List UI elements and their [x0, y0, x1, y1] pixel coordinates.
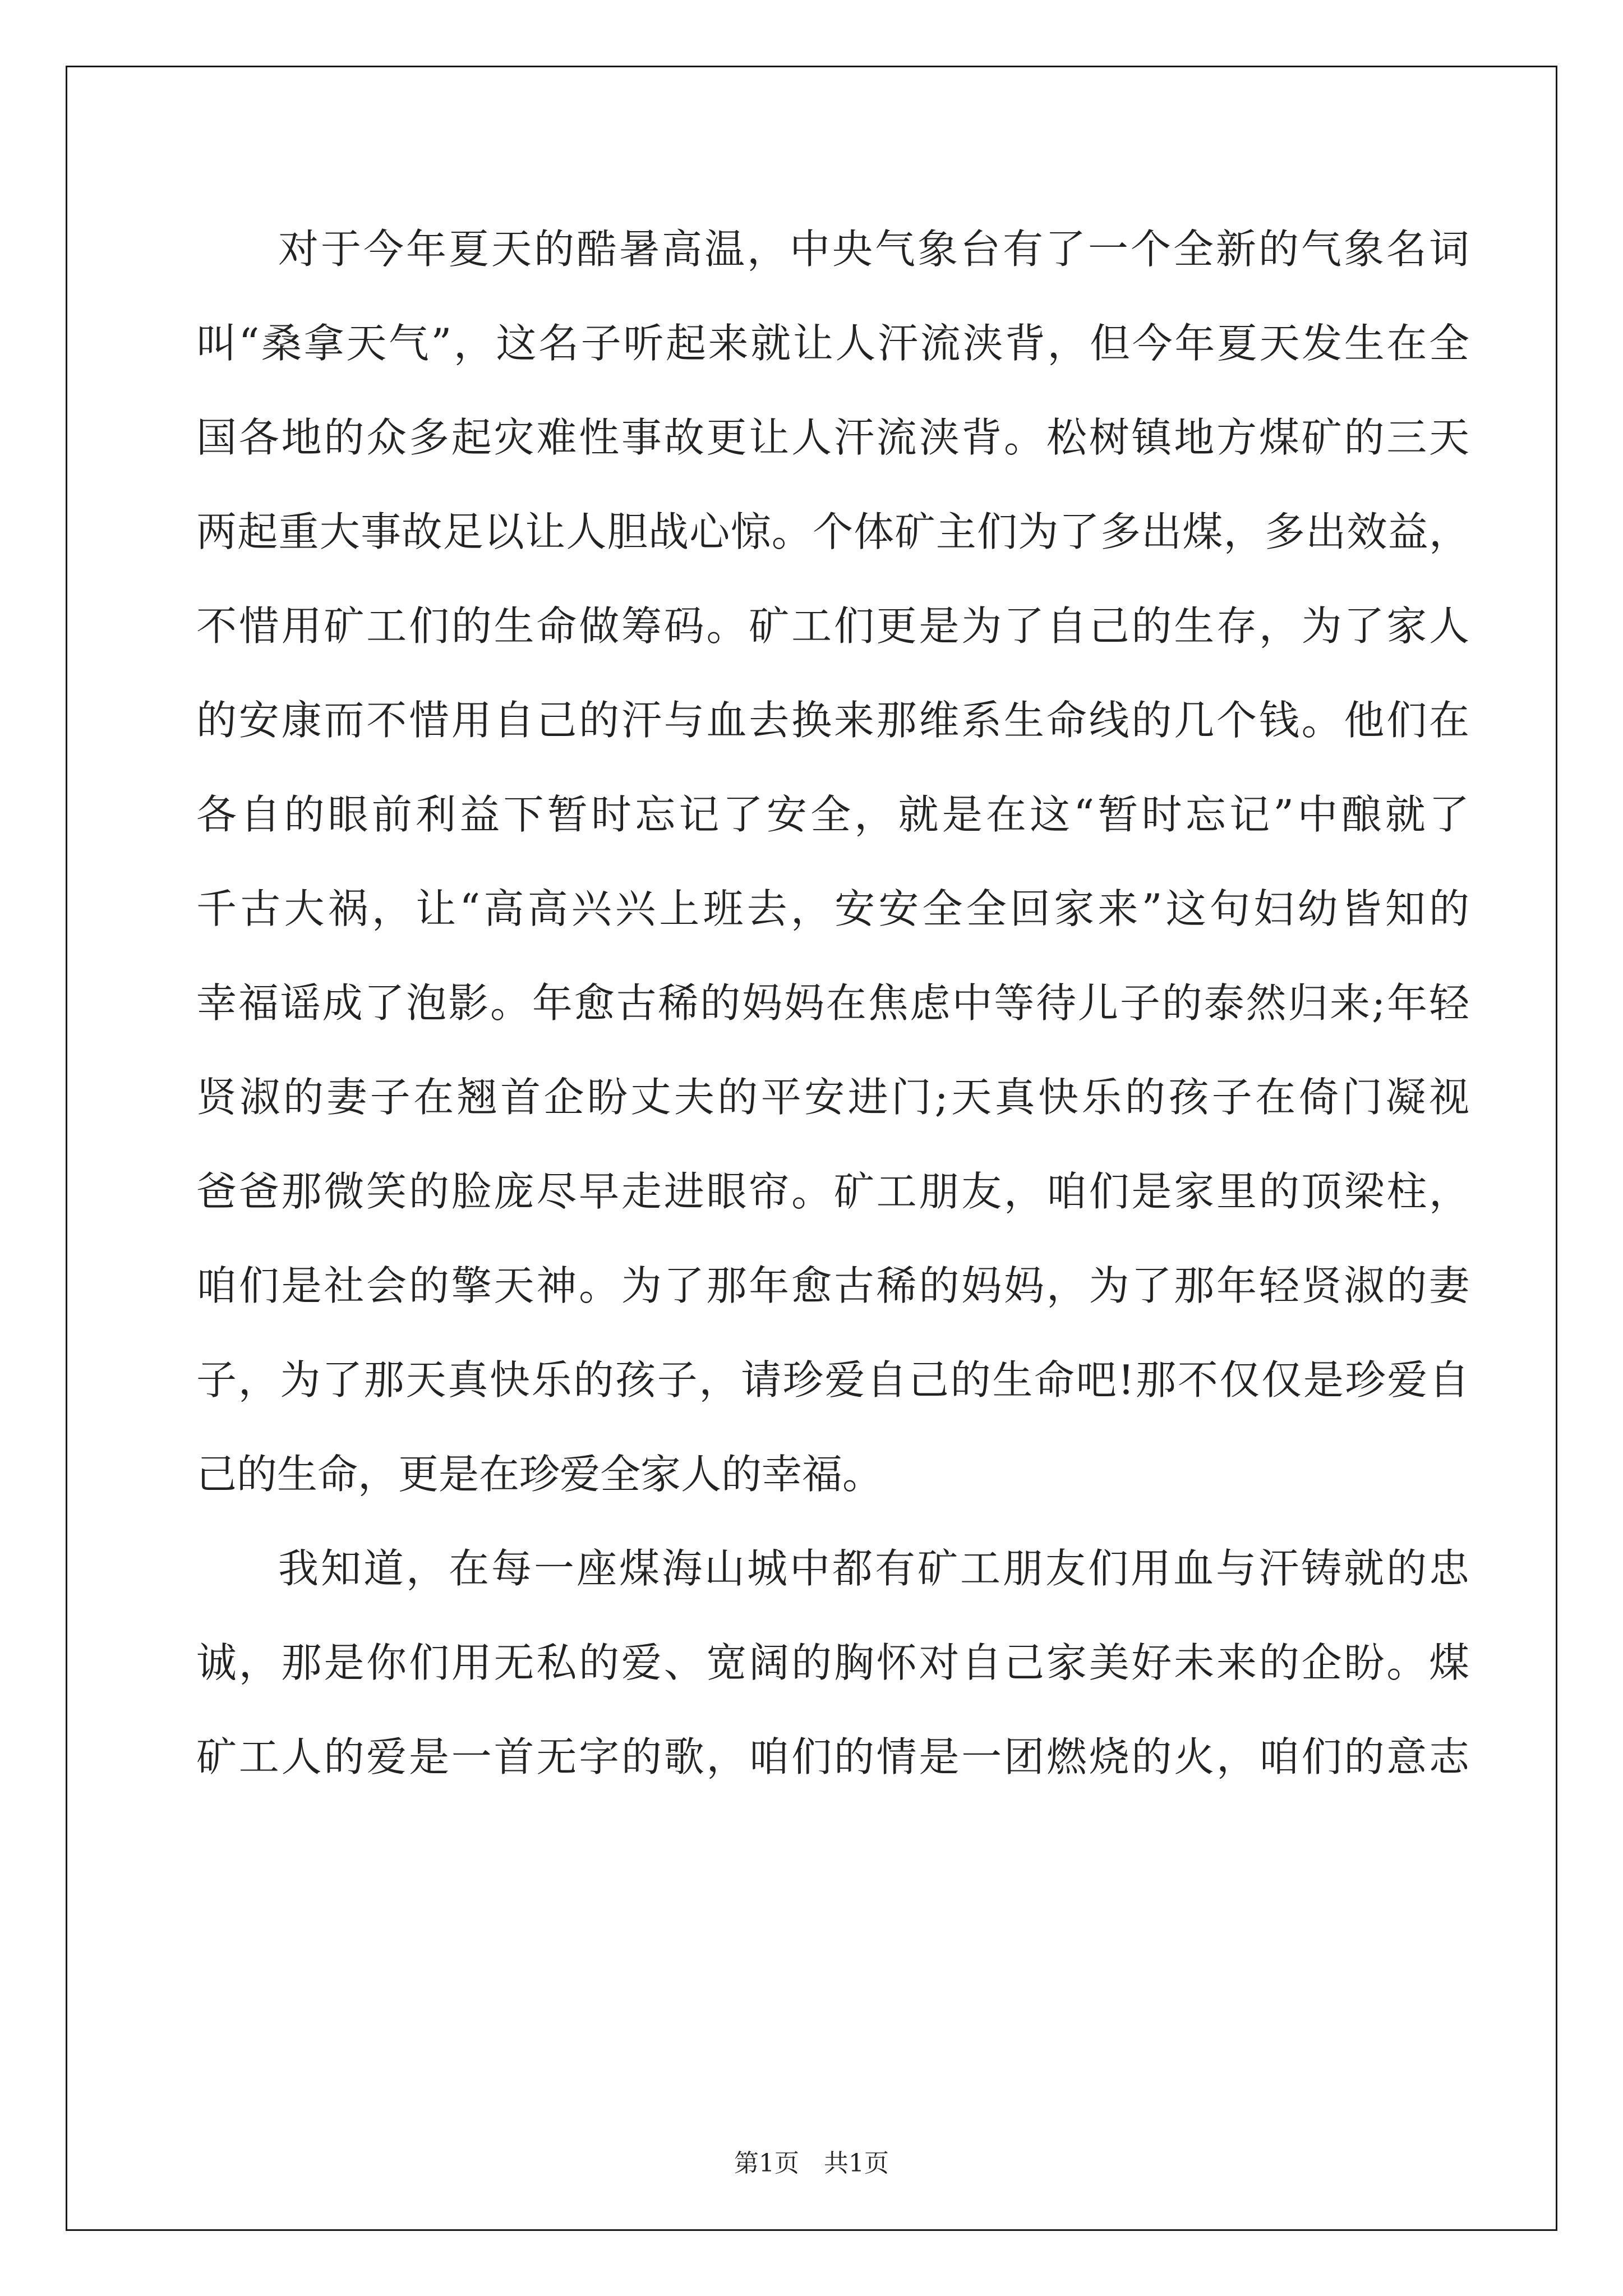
text-line: 我知道，在每一座煤海山城中都有矿工朋友们用血与汗铸就的忠: [278, 1545, 1469, 1592]
text-line: 子，为了那天真快乐的孩子，请珍爱自己的生命吧!那不仅仅是珍爱自: [196, 1356, 1469, 1404]
text-line: 幸福谣成了泡影。年愈古稀的妈妈在焦虑中等待儿子的泰然归来;年轻: [196, 979, 1469, 1027]
text-line: 各自的眼前利益下暂时忘记了安全，就是在这“暂时忘记”中酿就了: [196, 791, 1469, 838]
text-line: 矿工人的爱是一首无字的歌，咱们的情是一团燃烧的火，咱们的意志: [196, 1733, 1469, 1780]
text-line: 诚，那是你们用无私的爱、宽阔的胸怀对自己家美好未来的企盼。煤: [196, 1639, 1469, 1686]
text-line: 千古大祸，让“高高兴兴上班去，安安全全回家来”这句妇幼皆知的: [196, 885, 1469, 932]
text-line: 贤淑的妻子在翘首企盼丈夫的平安进门;天真快乐的孩子在倚门凝视: [196, 1074, 1469, 1121]
text-line: 咱们是社会的擎天神。为了那年愈古稀的妈妈，为了那年轻贤淑的妻: [196, 1262, 1469, 1309]
text-line: 国各地的众多起灾难性事故更让人汗流浃背。松树镇地方煤矿的三天: [196, 414, 1469, 461]
page-number-footer: 第1页 共1页: [734, 2149, 889, 2178]
text-line: 己的生命，更是在珍爱全家人的幸福。: [196, 1451, 883, 1498]
text-line: 爸爸那微笑的脸庞尽早走进眼帘。矿工朋友，咱们是家里的顶梁柱，: [196, 1168, 1469, 1215]
text-line: 的安康而不惜用自己的汗与血去换来那维系生命线的几个钱。他们在: [196, 697, 1469, 744]
text-line: 叫“桑拿天气”，这名子听起来就让人汗流浃背，但今年夏天发生在全: [196, 320, 1469, 367]
text-line: 不惜用矿工们的生命做筹码。矿工们更是为了自己的生存，为了家人: [196, 602, 1469, 650]
document-body: [196, 202, 1469, 1804]
text-line: 两起重大事故足以让人胆战心惊。个体矿主们为了多出煤，多出效益，: [196, 508, 1469, 555]
text-line: 对于今年夏天的酷暑高温，中央气象台有了一个全新的气象名词: [278, 226, 1469, 273]
